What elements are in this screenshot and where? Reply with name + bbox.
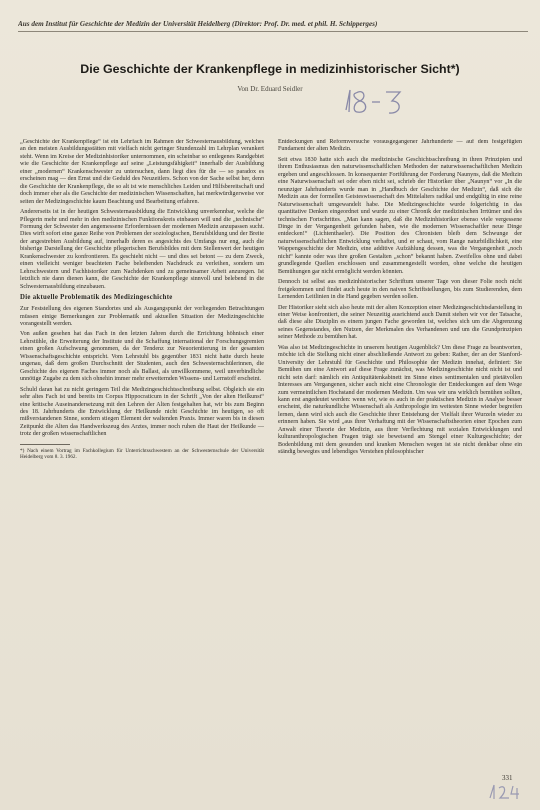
paragraph: Dennoch ist selbst aus medizinhistorischer Schriftum unserer Tage von dieser Folie noch nicht freigekommen und findet auch heute in den naiven Schriftstellungen, bis zum Studierenden, dem Lernenden Leitlinien in die Hand gegeben werden sollen.	[278, 279, 522, 301]
header-divider	[18, 31, 528, 32]
paragraph: Der Historiker sieht sich also heute mit der alten Konzeption einer Medizingeschichtsdarstellung in einer Weise konfrontiert, die seiner Neuzeitig ausrichtend auch Damit stehen wir vor der Tatsache, daß diese alte Disziplin es einem jungen Fache geworden ist, welches sich um die Abgrenzung seines Gegenstandes, den Nutzen, der Merkmalen des Verhandenen und um die Grundprinzipien seiner Methode zu bemühen hat.	[278, 304, 522, 341]
author-byline: Von Dr. Eduard Seidler	[237, 85, 303, 93]
paragraph: Seit etwa 1830 hatte sich auch die medizinische Geschichtsschreibung in ihren Prinzipien und ihrem Enthusiasmus den naturwissenschaftlichen Methoden der naturwissenschaftlichen Medizin ergeben und angeschlossen. In konsequenter Fortführung der Forderung Naunyns, daß die Medizin eine Naturwissenschaft sei oder eben nicht sei, schrieb der Historiker über „Naunyn“ vor „In die neunziger Jahrhunderts wurde man in „Handbuch der Geschichte der Medizin“, daß sich die Medizin aus der formellen Geisteswissenschaft des Mittelalters radikal und endgültig in eine reine Naturwissenschaft umgewandelt habe. Die Medizingeschichte wurde folgerichtig in das quantitative Denken eingeordnet und wurde zu einer Chronik der medizinischen Irrtümer und des technischen Fortschrittes. „Man kann sagen, daß die Medizinhistoriker ebenso viele vergessene Dinge in der Vergangenheit gefunden haben, wie die modernen Wissenschaftler neue Dinge entdecken!“ (Lichtenthaeler). Die Position des Chronisten bleib dem Schwunge der naturwissenschaftlichen Entwicklung verhaftet, und er schaut, vom Range naturbildlichkeit, eine Wappengeschichte der Medizin, eine additive Aufzählung dessen, was die Vergangenheit „noch nicht“ kannte oder was ihre großen Gestalten „schon“ bekannt haben. Zweifellos ohne und dabei grundlegende Quellen erschlossen und zusammengestellt worden, ohne welche die heutigen Bemühungen gar nicht ermöglicht werden könnten.	[278, 156, 522, 275]
paragraph: Von außen gesehen hat das Fach in den letzten Jahren durch die Errichtung höhnisch einer Lehrstühle, die Erweiterung der Institute und die Schaffung international der Forschungsgremien einen großen Aufschwung genommen, da der Tendenz zur Neuorientierung in der gesamten Wissenschaftsgeschichte entspricht. Vom Lehrstuhl bis gegenüber 1831 nicht hatte durch heute ungenau, daß dem großen Durchschnitt der Studenten, auch den Schwesternschülerinnen, die Geschichte des eigenen Faches immer noch als Ballast, als unwillkommene, weil unverbindliche unnötige Zugabe zu dem sich ohnehin immer mehr erweiternden Wissens- und Lernstoff erscheint.	[20, 331, 264, 383]
paragraph: Schuld daran hat zu nicht geringem Teil die Medizingeschichtsschreibung selbst. Obgleich sie ein sehr altes Fach ist und bereits im Corpus Hippocraticum in der Schrift „Von der alten Heilkunst“ eine kritische Auseinandersetzung mit den Lehren der Alten festgehalten hat, wir bis zum Beginn des 18. Jahrhunderts die Entwicklung der Heilkunde nicht Geschichte im heutigen, so oft mißverstandenen Sinne, sondern stiegen Element der waltenden Praxis. Immer waren bis in diesen Zeitpunkt die Alten das Handwerkszeug des Arztes, immer noch ruhen die Haut der Heilkunde — trotz der großen wissenschaftlichen	[20, 386, 264, 438]
handwritten-annotation	[340, 84, 410, 118]
paragraph: „Geschichte der Krankenpflege“ ist ein Lehrfach im Rahmen der Schwesternausbildung, welches an den meisten Ausbildungsstätten mit vielfach nicht geringer Stundenzahl im Lehrplan verankert steht. Wenn im Kreise der Medizinhistoriker unternommen, ein scheinbar so entlegenes Randgebiet wie die Geschichte der Krankenpflege auf seine „Leistungsfähigkeit“ innerhalb der Ausbildung einer „modernen“ Krankenschwester zu untersuchen, dann liegt dies für die — so paradox es erscheinen mag — den Ernst und die Geduld des Neuzeitlers. Schon von der Sache selbst her, denn die Geschichte der Krankenpflege, die so alt ist wie menschliches Leiden und Hilfsbereitschaft und doch immer eher als die Geschichte der medizinischen Wissenschaften, hat merkwürdigerweise vor seiten der Medizingeschichte kaum Beachtung und Bearbeitung erfahren.	[20, 139, 264, 205]
paragraph: Zur Feststellung des eigenen Standortes und als Ausgangspunkt der vorliegenden Betrachtungen müssen einige Bemerkungen zur Problematik und aktuellen Situation der Medizingeschichte vorangestellt werden.	[20, 306, 264, 327]
handwritten-page-stamp	[486, 782, 530, 802]
article-title: Die Geschichte der Krankenpflege in medizinhistorischer Sicht*)	[80, 62, 460, 76]
page-number: 331	[502, 774, 513, 782]
right-column	[278, 139, 522, 739]
paragraph: Was also ist Medizingeschichte in unserem heutigen Augenblick? Um diese Frage zu beantworten, möchte ich die Stellung nicht einer abschließende Antwort zu geben: Rather, der an der Stanford-University der Lehrstuhl für Geschichte und Philosophie der Medizin innehat, definiert: Sie Bemühen um eine Antwort auf diese Frage zunächst, was Medizingeschichte nicht nicht ist und nicht sein darf: nämlich ein Antiquitätenkabinett im Sinne eines sentimentalen und pietätvollen Interesses am Vergangenen, sicher auch nicht eine Chronologie der Entdeckungen auf dem Wege zum vermeintlichen Hochstand der modernen Medizin. Um was wir uns wirklich bemühen sollten, kann erst angedeutet werden: wenn wir, wie es auch in der praktischen Medizin in Analyse besser erscheint, die naturkundliche Wissenschaft als Anthropologie im weitesten Sinne wieder begreifen lernen, dann wird sich auch die Geschichte ihrer Entstehung der Vielfalt ihrer Wurzeln wieder zu erinnern haben. Sie wird „aus ihrer Verhaftung mit der Wissenschaftstheorien einer Epochen zum Anwalt einer Theorie der Medizin, aus ihrer Verflechtung mit sozialen Entwicklungen und kulturanthropologischen Fragen trägt sie beweisend am Stengel einer Kulturgeschichte; der Bodenbildung mit dem gesunden und kranken Menschen wegen ist sie nicht denkbar ohne ein ständig bewegtes und lebendiges Verstehen philosophischer	[278, 344, 522, 456]
left-column	[20, 139, 264, 777]
section-heading: Die aktuelle Problematik des Medizingeschichte	[20, 294, 173, 302]
paragraph: Entdeckungen und Reformversuche vorausgegangener Jahrhunderte — auf dem festgefügten Fundament der alten Medizin.	[278, 139, 522, 153]
footnote: *) Nach einem Vortrag im Fachkollegium für Unterrichtsschwestern an der Schwesternschule der Universität Heidelberg vom 8. 3. 1962.	[20, 447, 264, 460]
paragraph: Andererseits ist in der heutigen Schwesternausbildung die Entwicklung unverkennbar, welche die Pflegerin mehr und mehr in den medizinischen Funktionskreis einbauen will und die „technische“ Formung der Schwester den angemessene Erfordernissen der modernen Medizin anzupassen sucht. Dies wirft sofort eine ganze Reihe von Problemen der soziologischen, Berufsbildung und der Breite der angestrebten Ausbildung auf, innerhalb deren es angesichts des Umfangs nur eng, auch die bisherige Darstellung der Geschichte pflegerischen Berufsbildes mit dem Stellenwert der heutigen Krankenschwester zu konfrontieren. Es geschieht nicht — und dies sei betont — zu dem Zweck, einen vielleicht weniger beachteten Fache beleibenden Nachdruck zu verleihen, sondern um Lehrschwestern und Fachhistoriker zum Nachdenken und zu gemeinsamer Arbeit anzuregen. Ist letztlich nie dann dienen kann, die Geschichte der Krankenpflege sinnvoll und belebend in die Schwesternausbildung einzubauen.	[20, 209, 264, 290]
footnote-divider	[20, 444, 70, 445]
institute-header: Aus dem Institut für Geschichte der Medizin der Universität Heidelberg (Direktor: Prof. Dr. med. et phil. H. Schipperges)	[18, 20, 378, 28]
